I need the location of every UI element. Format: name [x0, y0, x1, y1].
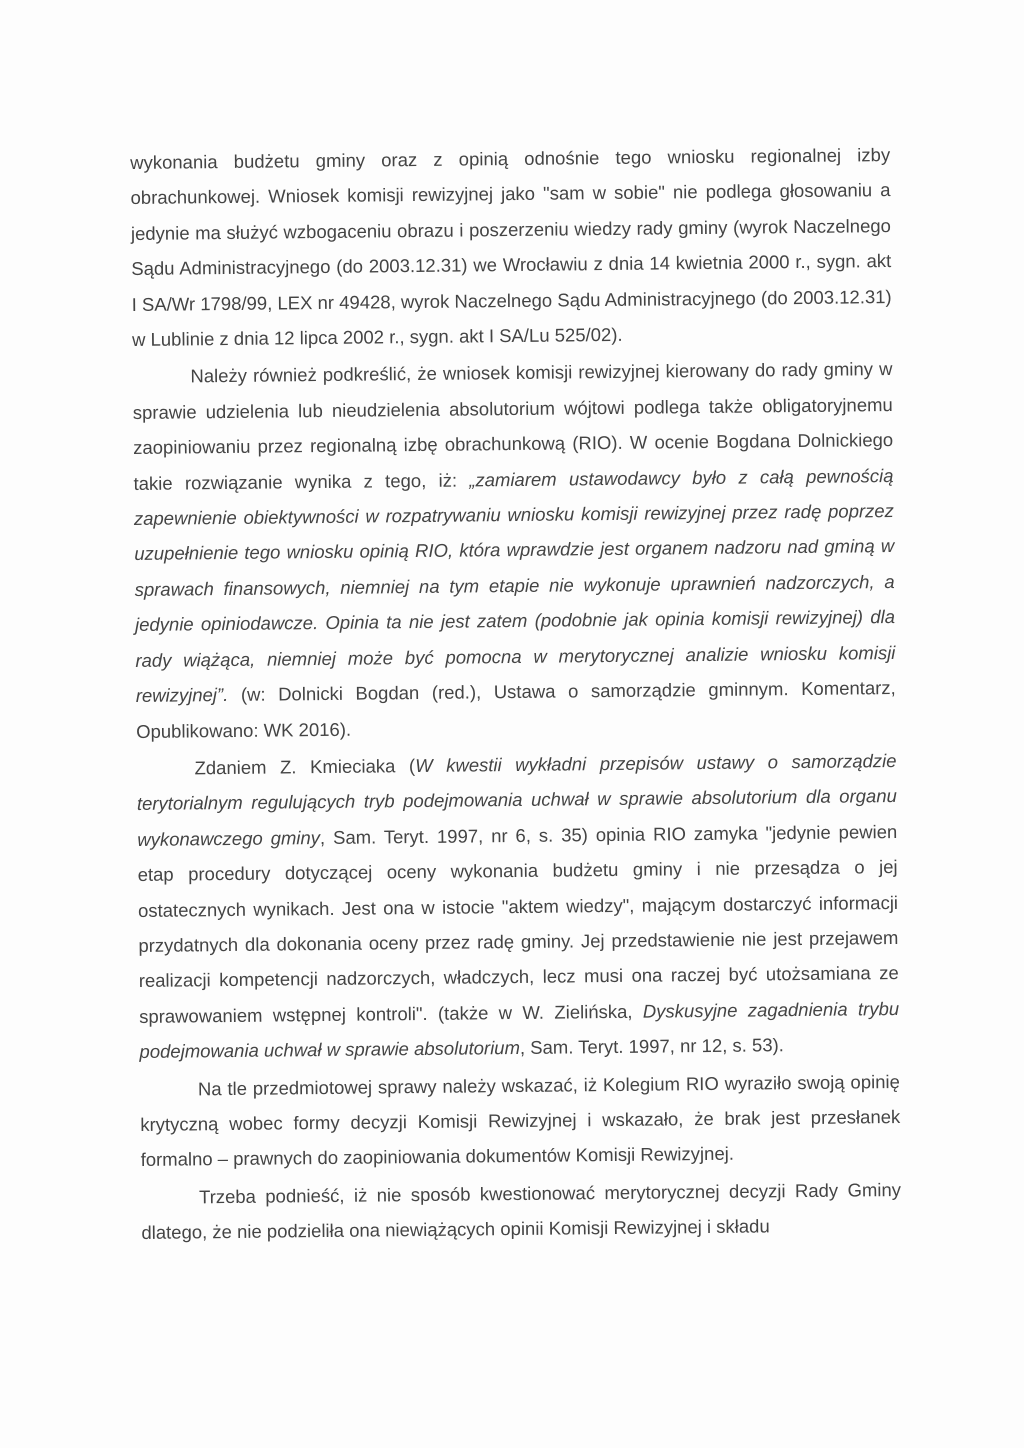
- paragraph-lead-text: Zdaniem Z. Kmieciaka (: [194, 754, 416, 779]
- paragraph-rada-gminy: Trzeba podnieść, iż nie sposób kwestionować merytorycznej decyzji Rady Gminy dlatego, że nie podzieliła ona niewiążących opinii Komisji Rewizyjnej i składu: [141, 1178, 902, 1244]
- publication-title: W kwestii wykładni przepisów ustawy o samorządzie terytorialnym regulujących tryb podejmowania uchwał w sprawie absolutorium dla organu wykonawczego gminy: [136, 749, 897, 850]
- dolnicki-quote: „zamiarem ustawodawcy było z całą pewnością zapewnienie obiektywności w rozpatrywaniu wniosku komisji rewizyjnej przez radę poprzez uzupełnienie tego wniosku opinią RIO, która wprawdzie jest organem nadzoru nad gminą w sprawach finansowych, niemniej na tym etapie nie wykonuje uprawnień nadzorczych, a jedynie opiniodawcze. Opinia ta nie jest zatem (podobnie jak opinia komisji rewizyjnej) dla rady wiążąca, niemniej może być pomocna w merytorycznej analizie wniosku komisji rewizyjnej”.: [133, 464, 896, 707]
- document-body: [130, 137, 902, 1250]
- paragraph-rio-opinion: [132, 351, 896, 748]
- paragraph-kmieciak: [136, 743, 899, 1070]
- paragraph-continuation: wykonania budżetu gminy oraz z opinią odnośnie tego wniosku regionalnej izby obrachunkowej. Wniosek komisji rewizyjnej jako "sam w sobie" nie podlega głosowaniu a jedynie ma służyć wzbogaceniu obrazu i poszerzeniu wiedzy rady gminy (wyrok Naczelnego Sądu Administracyjnego (do 2003.12.31) we Wrocławiu z dnia 14 kwietnia 2000 r., sygn. akt I SA/Wr 1798/99, LEX nr 49428, wyrok Naczelnego Sądu Administracyjnego (do 2003.12.31) w Lublinie z dnia 12 lipca 2002 r., sygn. akt I SA/Lu 525/02).: [130, 144, 892, 351]
- paragraph-lead-text: Należy również podkreślić, że wniosek komisji rewizyjnej kierowany do rady gminy w sprawie udzielenia lub nieudzielenia absolutorium wójtowi podlega także obligatoryjnemu zaopiniowaniu przez regionalną izbę obrachunkową (RIO). W ocenie Bogdana Dolnickiego takie rozwiązanie wynika z tego, iż:: [132, 358, 894, 494]
- paragraph-body-text: , Sam. Teryt. 1997, nr 6, s. 35) opinia RIO zamyka "jedynie pewien etap procedury dotyczącej oceny wykonania budżetu gminy i nie przesądza o jej ostatecznych wynikach. Jest ona w istocie "aktem wiedzy", mającym dostarczyć informacji przydatnych dla dokonania oceny przez radę gminy. Jej przedstawienie nie jest przejawem realizacji kompetencji nadzorczych, władczych, lecz musi ona raczej być utożsamiana ze sprawowaniem wstępnej kontroli". (także w W. Zielińska,: [137, 820, 899, 1027]
- paragraph-kolegium: Na tle przedmiotowej sprawy należy wskazać, iż Kolegium RIO wyraziło swoją opinię krytyczną wobec formy decyzji Komisji Rewizyjnej i wskazało, że brak jest przesłanek formalno – prawnych do zaopiniowania dokumentów Komisji Rewizyjnej.: [140, 1070, 901, 1171]
- citation-text: , Sam. Teryt. 1997, nr 12, s. 53).: [519, 1034, 784, 1059]
- citation-text: (w: Dolnicki Bogdan (red.), Ustawa o samorządzie gminnym. Komentarz, Opublikowano: WK 2016).: [136, 677, 896, 742]
- publication-title-2: Dyskusyjne zagadnienia trybu podejmowania uchwał w sprawie absolutorium: [139, 997, 900, 1063]
